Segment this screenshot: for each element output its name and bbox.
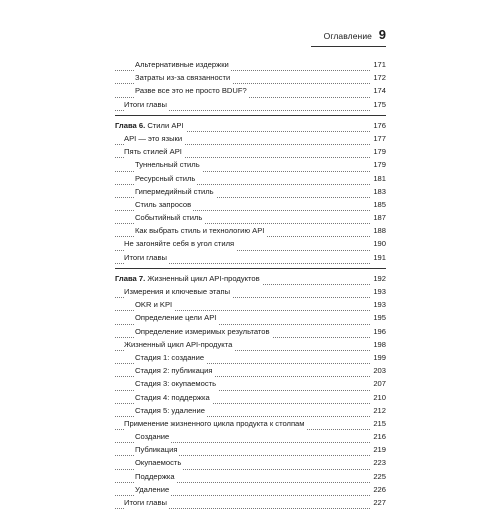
toc-entry[interactable] — [115, 185, 386, 198]
header-rule — [311, 46, 386, 47]
toc-entry-title: Ресурсный стиль — [135, 172, 197, 185]
toc-entry-title: Стадия 5: удаление — [135, 404, 207, 417]
toc-entry[interactable] — [115, 404, 386, 417]
toc-page-number: 191 — [371, 251, 386, 264]
toc-page-number: 175 — [371, 98, 386, 111]
toc-entry[interactable] — [115, 364, 386, 377]
table-of-contents — [115, 58, 386, 509]
toc-entry[interactable] — [115, 496, 386, 509]
toc-entry-title: Не загоняйте себя в угол стиля — [124, 237, 236, 250]
chapter-separator — [115, 115, 386, 116]
toc-page-number: 179 — [371, 145, 386, 158]
toc-entry-title: Туннельный стиль — [135, 158, 202, 171]
toc-page-number: 198 — [371, 338, 386, 351]
toc-entry[interactable] — [115, 158, 386, 171]
toc-entry-title: Гипермедийный стиль — [135, 185, 216, 198]
toc-page-number: 181 — [371, 172, 386, 185]
toc-chapter-entry[interactable] — [115, 272, 386, 285]
toc-entry[interactable] — [115, 391, 386, 404]
toc-entry-title: Разве все это не просто BDUF? — [135, 84, 249, 97]
page-number: 9 — [378, 27, 386, 42]
toc-page-number: 195 — [371, 311, 386, 324]
toc-page-number: 177 — [371, 132, 386, 145]
toc-page-number: 174 — [371, 84, 386, 97]
toc-entry-title: Создание — [135, 430, 171, 443]
toc-page-number: 187 — [371, 211, 386, 224]
toc-entry[interactable] — [115, 251, 386, 264]
toc-entry-title: Жизненный цикл API-продукта — [124, 338, 234, 351]
toc-page-number: 193 — [371, 298, 386, 311]
toc-page-number: 196 — [371, 325, 386, 338]
toc-entry-title: Определение цели API — [135, 311, 218, 324]
toc-entry-title: Затраты из-за связанности — [135, 71, 232, 84]
chapter-title: Стили API — [147, 120, 184, 130]
toc-entry[interactable] — [115, 98, 386, 111]
toc-entry[interactable] — [115, 285, 386, 298]
toc-entry[interactable] — [115, 145, 386, 158]
toc-entry[interactable] — [115, 132, 386, 145]
toc-entry[interactable] — [115, 483, 386, 496]
toc-page-number: 176 — [371, 119, 386, 132]
toc-entry-title: Стадия 2: публикация — [135, 364, 215, 377]
toc-entry[interactable] — [115, 456, 386, 469]
toc-entry[interactable] — [115, 71, 386, 84]
chapter-separator — [115, 268, 386, 269]
toc-entry-title: Стадия 4: поддержка — [135, 391, 212, 404]
toc-entry-title: Стадия 3: окупаемость — [135, 377, 218, 390]
toc-entry[interactable] — [115, 172, 386, 185]
toc-entry-title: Альтернативные издержки — [135, 58, 231, 71]
toc-page-number: 207 — [371, 377, 386, 390]
toc-entry[interactable] — [115, 58, 386, 71]
toc-entry[interactable] — [115, 298, 386, 311]
chapter-label: Глава 6. — [115, 120, 146, 130]
toc-page-number: 216 — [371, 430, 386, 443]
toc-entry-title: OKR и KPI — [135, 298, 174, 311]
toc-chapter-entry[interactable] — [115, 119, 386, 132]
chapter-heading — [115, 272, 262, 285]
toc-entry-title: Итоги главы — [124, 496, 169, 509]
toc-page-number: 219 — [371, 443, 386, 456]
toc-page-number: 227 — [371, 496, 386, 509]
toc-page-number: 185 — [371, 198, 386, 211]
toc-entry[interactable] — [115, 338, 386, 351]
running-title: Оглавление — [323, 31, 372, 41]
chapter-title: Жизненный цикл API-продуктов — [147, 273, 260, 283]
toc-entry[interactable] — [115, 237, 386, 250]
toc-entry[interactable] — [115, 351, 386, 364]
toc-page-number: 171 — [371, 58, 386, 71]
toc-entry[interactable] — [115, 224, 386, 237]
toc-entry-title: Пять стилей API — [124, 145, 184, 158]
toc-page-number: 183 — [371, 185, 386, 198]
toc-entry[interactable] — [115, 325, 386, 338]
chapter-heading — [115, 119, 186, 132]
toc-entry[interactable] — [115, 417, 386, 430]
toc-entry-title: Итоги главы — [124, 98, 169, 111]
toc-entry-title: API — это языки — [124, 132, 184, 145]
toc-entry-title: Итоги главы — [124, 251, 169, 264]
toc-page-number: 212 — [371, 404, 386, 417]
toc-entry-title: Публикация — [135, 443, 179, 456]
toc-page-number: 215 — [371, 417, 386, 430]
toc-page-number: 188 — [371, 224, 386, 237]
toc-page-number: 226 — [371, 483, 386, 496]
toc-entry[interactable] — [115, 198, 386, 211]
toc-entry[interactable] — [115, 211, 386, 224]
toc-page-number: 193 — [371, 285, 386, 298]
toc-page-number: 172 — [371, 71, 386, 84]
toc-entry-title: Окупаемость — [135, 456, 183, 469]
toc-page-number: 199 — [371, 351, 386, 364]
toc-page-number: 210 — [371, 391, 386, 404]
toc-page-number: 192 — [371, 272, 386, 285]
toc-entry[interactable] — [115, 311, 386, 324]
toc-entry-title: Определение измеримых результатов — [135, 325, 272, 338]
toc-entry-title: Как выбрать стиль и технологию API — [135, 224, 266, 237]
toc-page-number: 223 — [371, 456, 386, 469]
toc-entry[interactable] — [115, 84, 386, 97]
toc-entry[interactable] — [115, 377, 386, 390]
toc-page-number: 225 — [371, 470, 386, 483]
toc-entry[interactable] — [115, 430, 386, 443]
toc-entry-title: Стадия 1: создание — [135, 351, 206, 364]
toc-entry-title: Поддержка — [135, 470, 177, 483]
toc-entry-title: Событийный стиль — [135, 211, 204, 224]
toc-page-number: 190 — [371, 237, 386, 250]
toc-page-number: 179 — [371, 158, 386, 171]
toc-entry-title: Стиль запросов — [135, 198, 193, 211]
chapter-label: Глава 7. — [115, 273, 146, 283]
toc-entry[interactable] — [115, 470, 386, 483]
toc-page-number: 203 — [371, 364, 386, 377]
toc-entry[interactable] — [115, 443, 386, 456]
toc-entry-title: Измерения и ключевые этапы — [124, 285, 232, 298]
running-header — [0, 27, 386, 45]
toc-entry-title: Удаление — [135, 483, 171, 496]
toc-entry-title: Применение жизненного цикла продукта к столпам — [124, 417, 307, 430]
